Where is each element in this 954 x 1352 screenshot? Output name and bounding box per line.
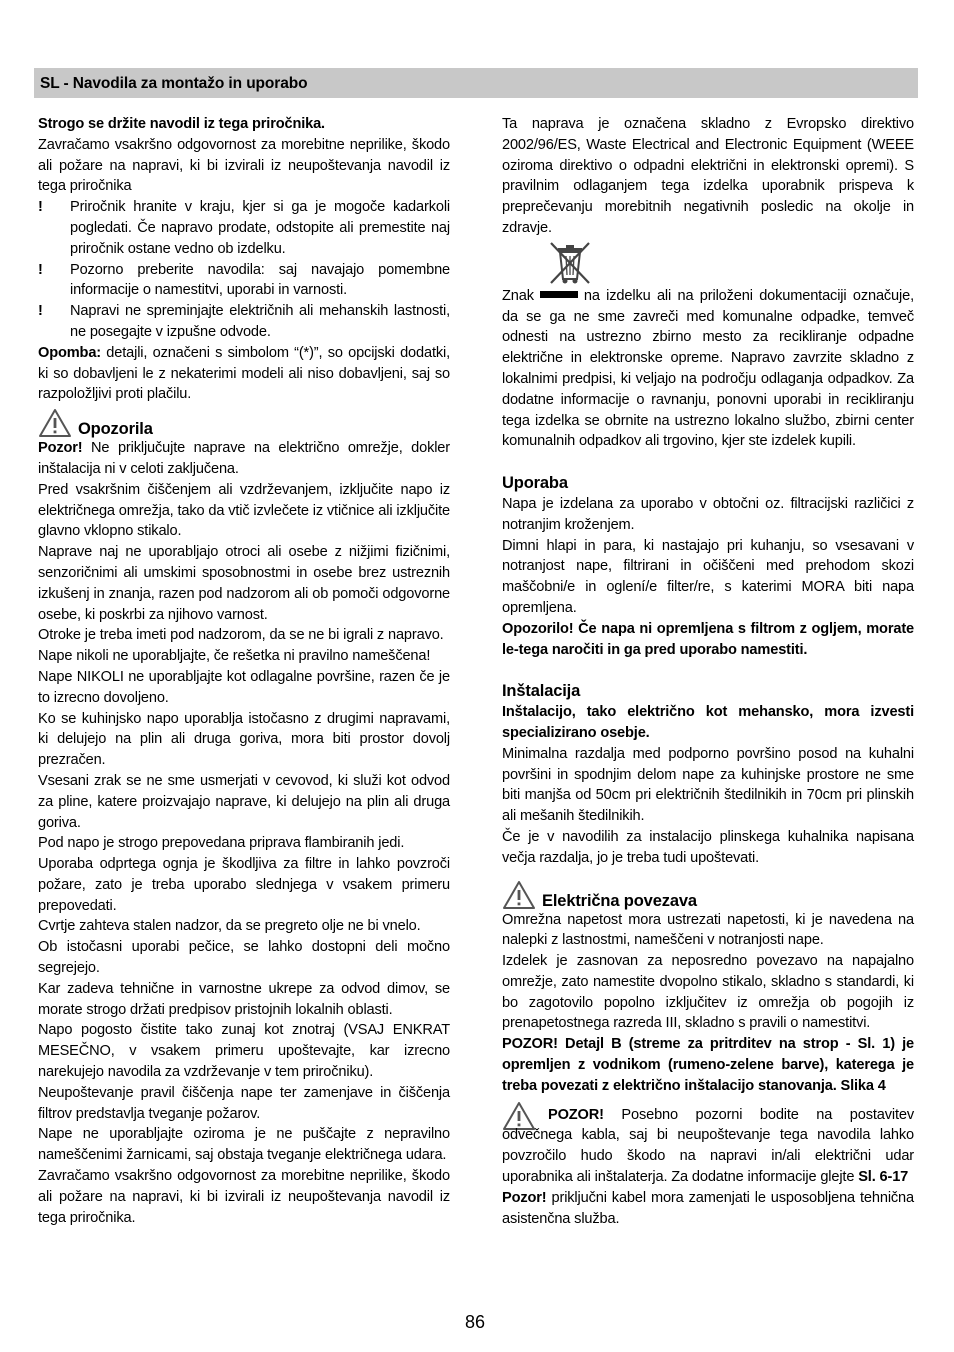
znak-text: na izdelku ali na priloženi dokumentaciji označuje, da se ga ne sme zavreči med komunalne odpadke, temveč odnesti na ustrezno zbirno mesto za recikliranje odpadne električne in elektronske opreme. Napravo zavrzite skladno z lokalnimi predpisi, ki veljajo na področju odlaganja odpadkov. Za dodatne informacije o ravnanju, ponovni uporabi in recikliranju tega izdelka se obrnite na ustrezno lokalno službo, zbirni center komunalnih odpadkov ali trgovino, kjer ste izdelek kupili. (502, 287, 914, 450)
pozor3-text: priključni kabel mora zamenjati le usposobljena tehnična asistenčna služba. (502, 1189, 914, 1227)
instalacija-paragraph: Če je v navodilih za instalacijo plinskega kuhalnika napisana večja razdalja, jo je treba tudi upoštevati. (502, 828, 914, 866)
page-number: 86 (465, 1312, 486, 1332)
section-title-uporaba: Uporaba (502, 473, 568, 492)
warning-paragraph: Pred vsakršnim čiščenjem ali vzdrževanjem, izključite napo iz električnega omrežja, tako da vtič izvlečete iz vtičnice ali izključite glavno vklopno stikalo. (38, 481, 450, 540)
electrical-heading (502, 877, 914, 910)
warning-paragraph: Naprave naj ne uporabljajo otroci ali osebe z nižjimi fizičnimi, senzoričnimi ali umskimi sposobnostmi in osebe brez ustreznih izkušenj in znanja, razen pod nadzorom ali ob pomoči odgovorne osebe, ki poskrbi za njihovo varnost. (38, 544, 450, 623)
pozor-label: Pozor! (38, 440, 83, 457)
warning-paragraph: Ko se kuhinjsko napo uporablja istočasno z drugimi napravami, ki delujejo na plin ali druga goriva, mora biti prostor dovolj prezračen. (38, 710, 450, 769)
warning-paragraph: Nape ne uporabljajte oziroma je ne puščajte z nepravilno nameščenimi žarnicami, saj obstaja tveganje električnega udara. (38, 1126, 450, 1164)
weee-bar-symbol (540, 291, 578, 298)
opomba-text: detajli, označeni s simbolom “(*)”, so opcijski dodatki, ki so dobavljeni le z nekaterimi modeli ali niso dobavljeni, saj so razpoložljivi proti plačilu. (38, 344, 450, 403)
warning-paragraph: Neupoštevanje pravil čiščenja nape ter zamenjave in čiščenja filtrov predstavlja tveganje požarov. (38, 1084, 450, 1122)
pozor3-label: Pozor! (502, 1189, 547, 1206)
bullet-text: Napravi ne spreminjajte električnih ali mehanskih lastnosti, ne posegajte v izpušne odvode. (70, 303, 450, 340)
instalacija-bold: Inštalacijo, tako električno kot mehansko, mora izvesti specializirano osebje. (502, 704, 914, 741)
warning-paragraph: Nape nikoli ne uporabljajte, če rešetka ni pravilno nameščena! (38, 648, 431, 665)
opomba-label: Opomba: (38, 344, 101, 361)
left-column (38, 114, 450, 1228)
bullet-text: Pozorno preberite navodila: saj navajajo pomembne informacije o namestitvi, uporabi in varnosti. (70, 261, 450, 299)
warning-paragraph: Pod napo je strogo prepovedana priprava flambiranih jedi. (38, 835, 405, 852)
bullet-item (38, 260, 450, 302)
warning-paragraph: Zavračamo vsakršno odgovornost za morebitne neprilike, škodo ali požare na napravi, ki bi izvirali iz neupoštevanja navodil iz tega priročnika. (38, 1168, 450, 1226)
znak-paragraph (502, 286, 914, 452)
pozor2-text: Posebno pozorni bodite na postavitev odvečnega kabla, saj bi neupoštevanje tega navodila lahko povzročilo hudo škodo na napravi in/ali električni udar uporabnika ali inštalaterja. Za dodatne informacije glejte (502, 1106, 914, 1186)
warning-paragraph: Ob istočasni uporabi pečice, se lahko dostopni deli močno segrejejo. (38, 939, 450, 977)
section-title-instalacija: Inštalacija (502, 682, 581, 701)
warning-paragraph: Napo pogosto čistite tako zunaj kot znotraj (VSAJ ENKRAT MESEČNO, v vsakem primeru upoštevajte, kar izrecno narekujejo navodila za vzdrževanje v tem priročniku). (38, 1022, 450, 1081)
bullet-mark: ! (38, 199, 43, 216)
weee-paragraph: Ta naprava je označena skladno z Evropsko direktivo 2002/96/ES, Waste Electrical and Electronic Equipment (WEEE oziroma direktivo o odpadni električni in elektronski opremi). S pravilnim odlaganjem tega izdelka uporabnik prispeva k preprečevanju morebitnih negativnih posledic na okolje in zdravje. (502, 116, 914, 236)
warning-paragraph: Vsesani zrak se ne sme usmerjati v cevovod, ki služi kot odvod za pline, katere proizvajajo naprave, ki delujejo na plin ali druga goriva. (38, 772, 450, 831)
header-bar (34, 68, 918, 98)
warning-triangle-icon (38, 408, 72, 438)
instalacija-paragraph: Minimalna razdalja med podporno površino posod na kuhalni površini in spodnjim delom nape za kuhinjske prostore ne sme biti manjša od 50cm pri električnih štedilnikih in 70cm pri plinskih ali mešanih štedilnikih. (502, 745, 914, 825)
crossed-out-wheelie-bin-icon (545, 241, 595, 285)
warning-paragraph: Cvrtje zahteva stalen nadzor, da se pregreto olje ne bi vnelo. (38, 918, 421, 935)
elektricna-warning: POZOR! Detajl B (streme za pritrditev na strop - Sl. 1) je opremljen z vodnikom (rumeno-zelene barve), katerega je treba povezati z električno inštalacijo stanovanja. Slika 4 (502, 1036, 914, 1094)
pozor-text: Ne priključujte naprave na električno omrežje, dokler inštalacija ni v celoti zaključena. (38, 440, 450, 477)
uporaba-paragraph: Napa je izdelana za uporabo v obtočni oz. filtracijski različici z notranjim kroženjem. (502, 495, 914, 533)
warning-paragraph: Otroke je treba imeti pod nadzorom, da se ne bi igrali z napravo. (38, 627, 444, 644)
pozor2-label: POZOR! (548, 1106, 604, 1123)
pozor-cable-replace (502, 1188, 914, 1230)
warnings-title: Opozorila (78, 420, 153, 439)
page-title: SL - Navodila za montažo in uporabo (40, 75, 308, 92)
znak-prefix: Znak (502, 287, 534, 304)
bullet-item (38, 301, 450, 343)
intro-bold: Strogo se držite navodil iz tega priročnika. (38, 116, 325, 132)
bullet-mark: ! (38, 261, 43, 278)
right-column (502, 114, 914, 1229)
warning-paragraph: Uporaba odprtega ognja je škodljiva za filtre in lahko povzroči požare, zato je treba uporabo slednjega v vsakem primeru prepovedati. (38, 856, 450, 914)
warnings-heading (38, 405, 450, 438)
elektricna-paragraph: Izdelek je zasnovan za neposredno povezavo na napajalno omrežje, zato namestite dvopolno stikalo, skladno s standardi, ki bo zagotovilo popolno izključitev iz omrežja ob pogojih iz prenapetostnega razreda III, skladno s pravili o namestitvi. (502, 953, 914, 1032)
uporaba-warning: Opozorilo! Če napa ni opremljena s filtrom z ogljem, morate le-tega naročiti in ga pred uporabo namestiti. (502, 620, 914, 658)
warning-paragraph: Nape NIKOLI ne uporabljajte kot odlagalne površine, razen če je to izrecno dovoljeno. (38, 668, 450, 706)
bullet-item (38, 197, 450, 259)
intro-text: Zavračamo vsakršno odgovornost za morebitne neprilike, škodo ali požare na napravi, ki bi izvirali iz neupoštevanja navodil iz tega priročnika (38, 136, 450, 195)
warning-paragraph: Kar zadeva tehnične in varnostne ukrepe za odvod dimov, se morate strogo držati predpisov pristojnih lokalnih oblasti. (38, 980, 450, 1018)
uporaba-paragraph: Dimni hlapi in para, ki nastajajo pri kuhanju, so vsesavani v notranjost nape, filtrirani in očiščeni med prehodom skozi maščobni/e in oglení/e filter/re, s katerimi MORA biti napa opremljena. (502, 537, 914, 616)
weee-symbol-area (502, 239, 914, 286)
opomba-note (38, 343, 450, 405)
pozor-paragraph (38, 438, 450, 480)
section-title-elektricna: Električna povezava (542, 891, 697, 910)
warning-triangle-icon (502, 880, 536, 910)
pozor-cable-paragraph (502, 1105, 914, 1188)
bullet-mark: ! (38, 303, 43, 320)
pozor2-ref: Sl. 6-17 (858, 1169, 909, 1186)
bullet-text: Priročnik hranite v kraju, kjer si ga je mogoče kadarkoli pogledati. Če napravo prodate, odstopite ali premestite naj priročnik ostane vedno ob izdelku. (70, 199, 450, 257)
elektricna-paragraph: Omrežna napetost mora ustrezati napetosti, ki je navedena na nalepki z lastnostmi, nameščeni v notranjosti nape. (502, 911, 914, 949)
